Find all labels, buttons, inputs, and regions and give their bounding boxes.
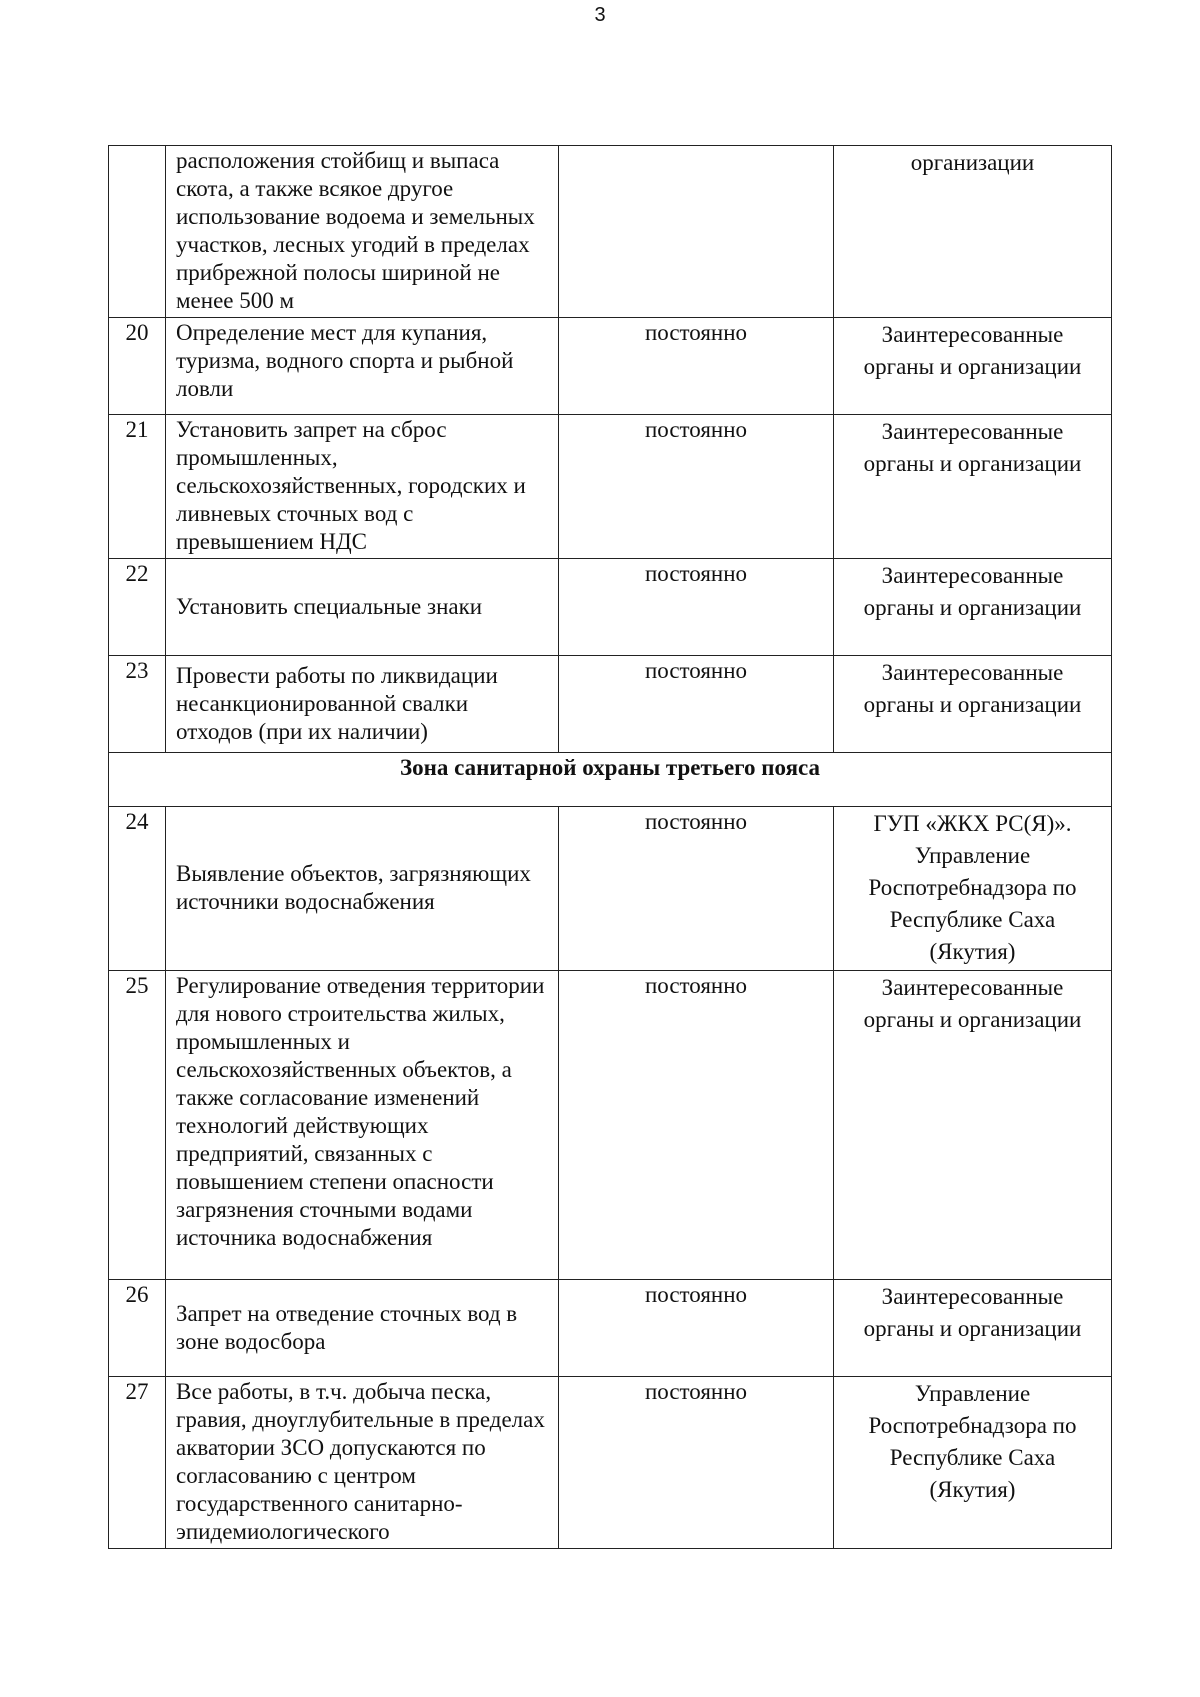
row-number: 25 (109, 971, 166, 1280)
table-row (109, 415, 1112, 559)
table-row (109, 1280, 1112, 1377)
row-term: постоянно (559, 318, 834, 415)
section-heading: Зона санитарной охраны третьего пояса (109, 753, 1112, 807)
row-term: постоянно (559, 415, 834, 559)
row-description: Выявление объектов, загрязняющих источники водоснабжения (166, 807, 559, 971)
table-row (109, 1377, 1112, 1549)
row-term: постоянно (559, 559, 834, 656)
row-term: постоянно (559, 971, 834, 1280)
row-responsible: Заинтересованные органы и организации (834, 415, 1112, 559)
row-term: постоянно (559, 656, 834, 753)
section-row (109, 753, 1112, 807)
row-responsible: Заинтересованные органы и организации (834, 318, 1112, 415)
row-number: 22 (109, 559, 166, 656)
row-number (109, 146, 166, 318)
row-description: Установить специальные знаки (166, 559, 559, 656)
row-description: Определение мест для купания, туризма, водного спорта и рыбной ловли (166, 318, 559, 415)
row-number: 27 (109, 1377, 166, 1549)
row-responsible: организации (834, 146, 1112, 318)
row-responsible: Управление Роспотребнадзора по Республике Саха (Якутия) (834, 1377, 1112, 1549)
row-term (559, 146, 834, 318)
row-number: 26 (109, 1280, 166, 1377)
row-term: постоянно (559, 1377, 834, 1549)
table-row (109, 318, 1112, 415)
measures-table (108, 145, 1112, 1549)
row-description: Регулирование отведения территории для нового строительства жилых, промышленных и сельскохозяйственных объектов, а также согласование изменений технологий действующих предприятий, связанных с повышением степени опасности загрязнения сточными водами источника водоснабжения (166, 971, 559, 1280)
page-number: 3 (594, 4, 606, 26)
row-term: постоянно (559, 807, 834, 971)
row-term: постоянно (559, 1280, 834, 1377)
row-number: 21 (109, 415, 166, 559)
table-row (109, 807, 1112, 971)
table-row (109, 559, 1112, 656)
table-row (109, 971, 1112, 1280)
row-description: Установить запрет на сброс промышленных, сельскохозяйственных, городских и ливневых сточных вод с превышением НДС (166, 415, 559, 559)
row-number: 23 (109, 656, 166, 753)
row-responsible: Заинтересованные органы и организации (834, 971, 1112, 1280)
table-row (109, 146, 1112, 318)
row-description: Провести работы по ликвидации несанкционированной свалки отходов (при их наличии) (166, 656, 559, 753)
row-number: 24 (109, 807, 166, 971)
table-row (109, 656, 1112, 753)
row-responsible: Заинтересованные органы и организации (834, 1280, 1112, 1377)
row-responsible: ГУП «ЖКХ РС(Я)». Управление Роспотребнадзора по Республике Саха (Якутия) (834, 807, 1112, 971)
row-description: Все работы, в т.ч. добыча песка, гравия, дноуглубительные в пределах акватории ЗСО допускаются по согласованию с центром государственного санитарно-эпидемиологического (166, 1377, 559, 1549)
row-responsible: Заинтересованные органы и организации (834, 559, 1112, 656)
row-description: расположения стойбищ и выпаса скота, а также всякое другое использование водоема и земельных участков, лесных угодий в пределах прибрежной полосы шириной не менее 500 м (166, 146, 559, 318)
row-description: Запрет на отведение сточных вод в зоне водосбора (166, 1280, 559, 1377)
row-number: 20 (109, 318, 166, 415)
row-responsible: Заинтересованные органы и организации (834, 656, 1112, 753)
